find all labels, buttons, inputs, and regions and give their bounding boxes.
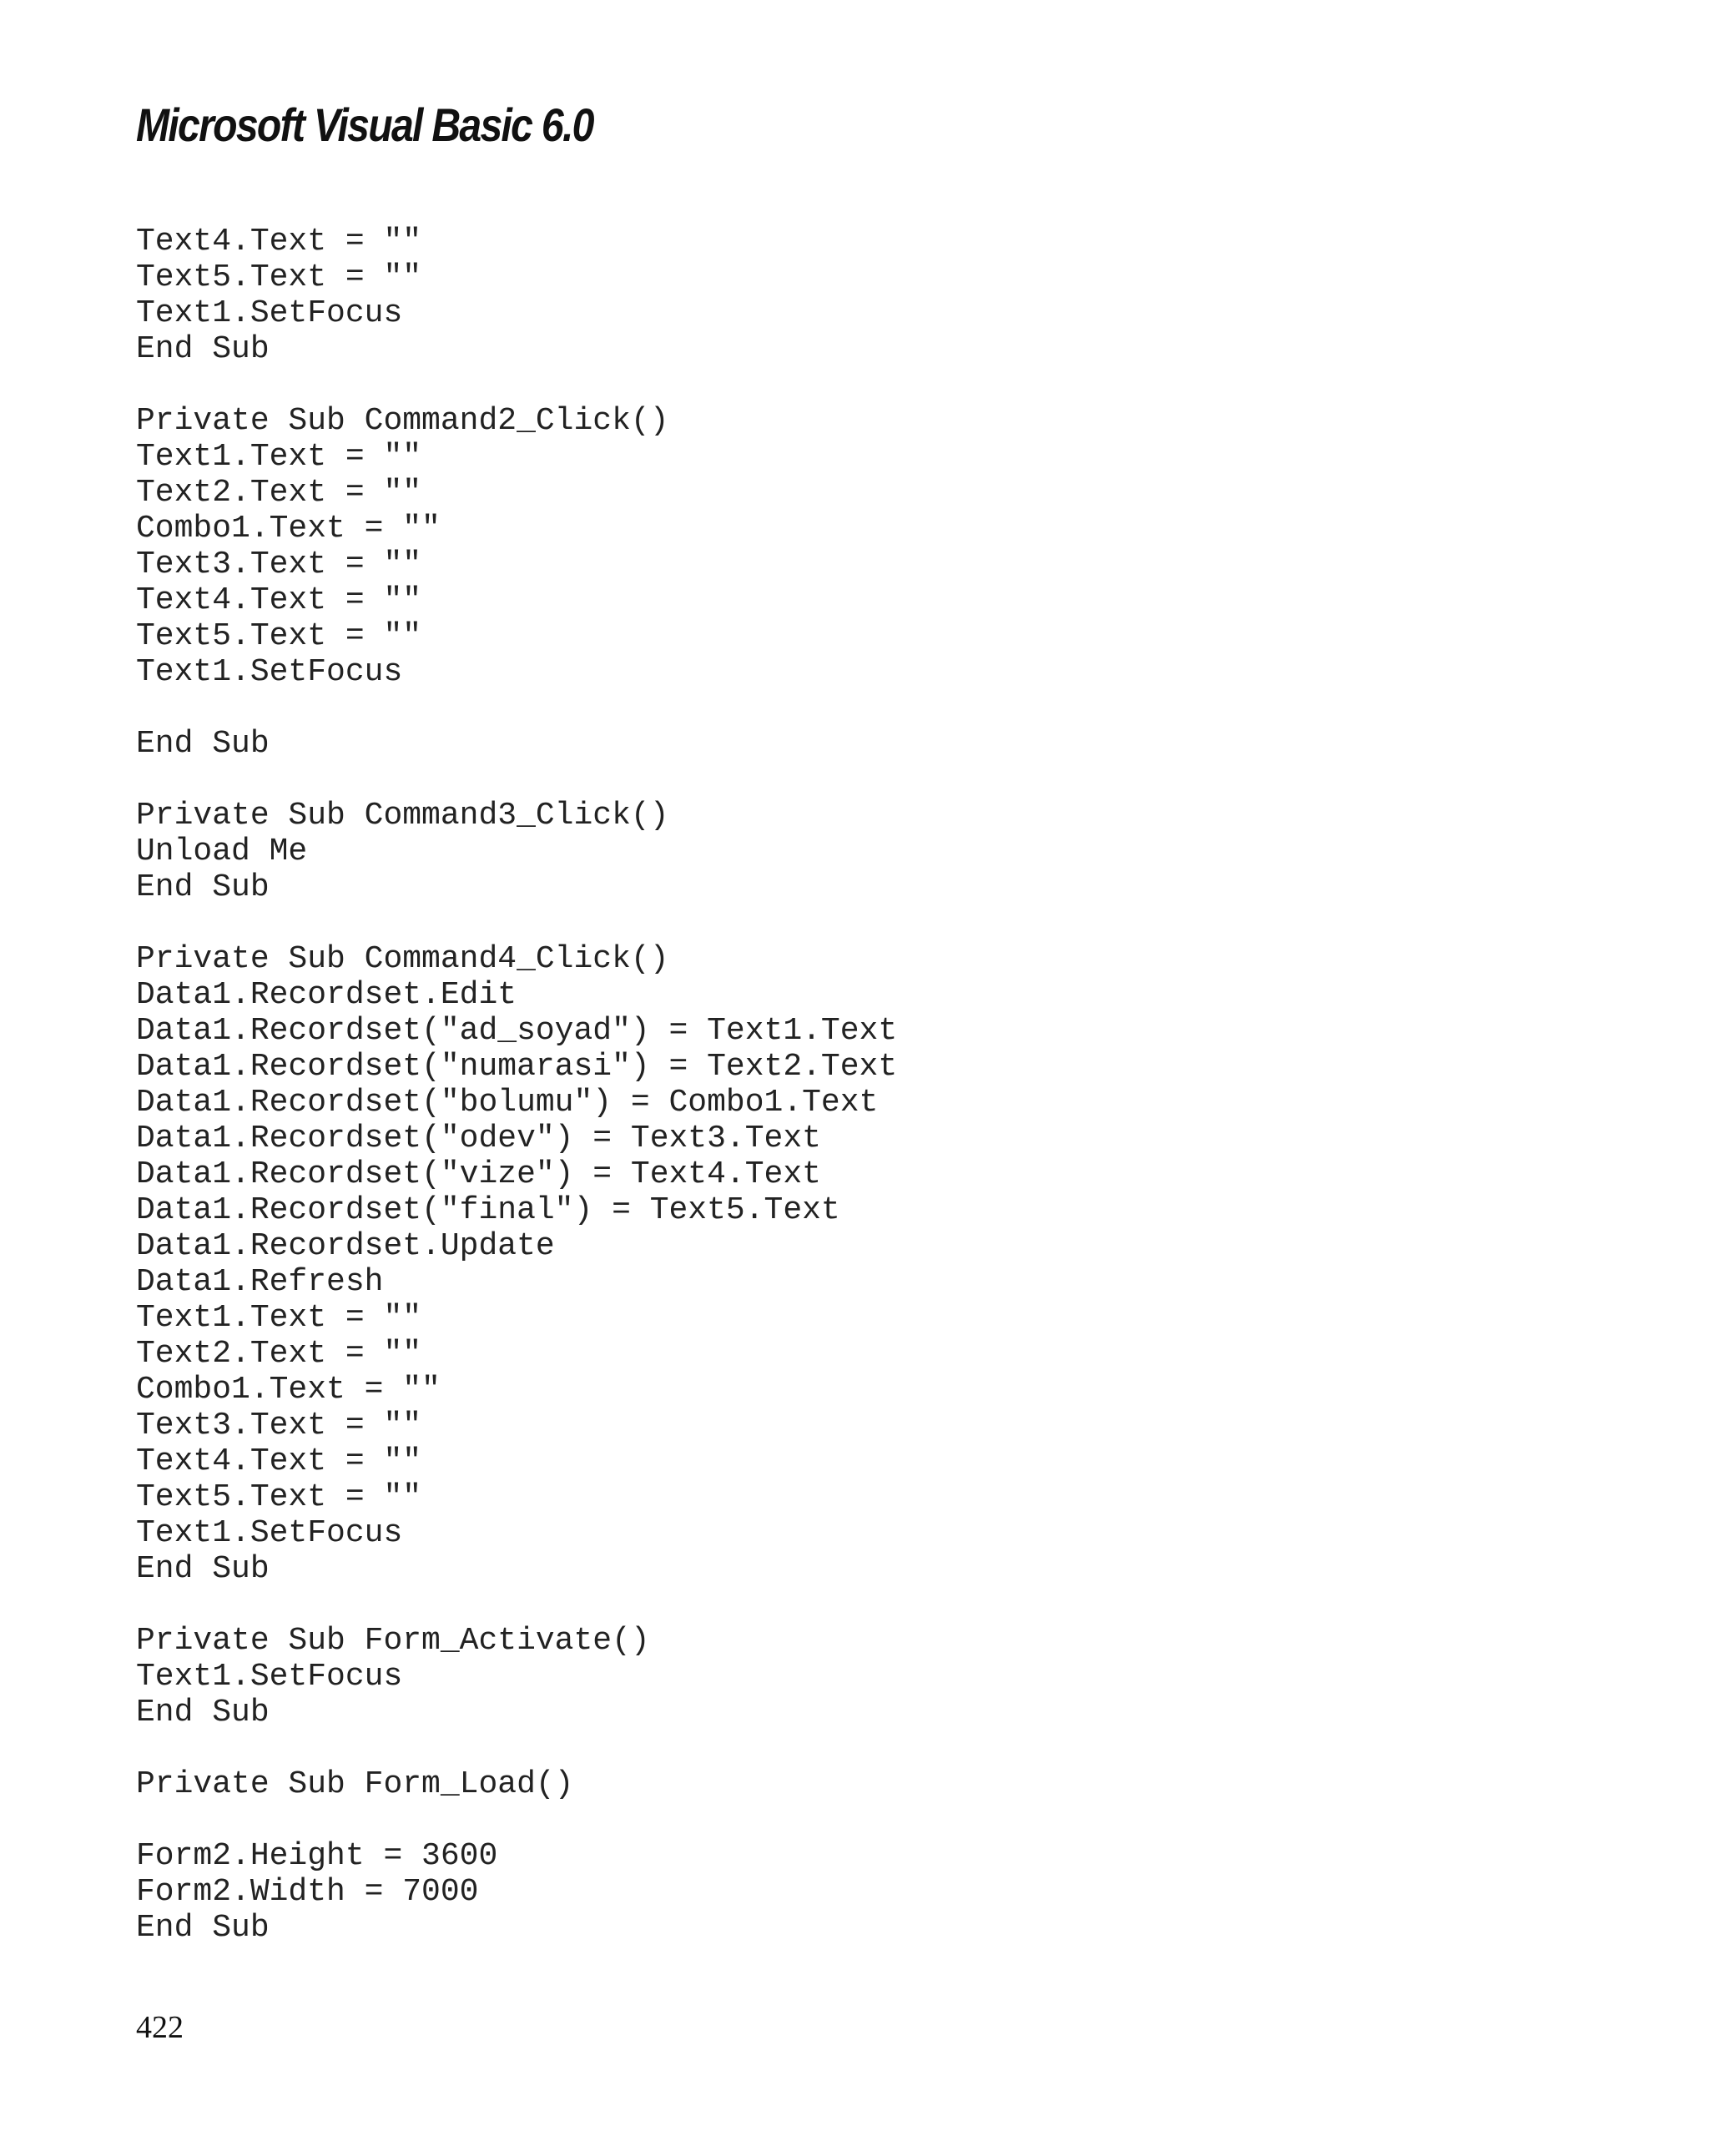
code-line: Data1.Recordset("vize") = Text4.Text: [136, 1156, 821, 1192]
code-line: Text1.Text = "": [136, 439, 422, 475]
code-line: Text5.Text = "": [136, 259, 422, 295]
code-line: End Sub: [136, 1551, 270, 1587]
code-line: Data1.Recordset("odev") = Text3.Text: [136, 1121, 821, 1156]
code-line: Text2.Text = "": [136, 1336, 422, 1372]
code-line: Data1.Recordset("numarasi") = Text2.Text: [136, 1049, 898, 1085]
code-line: [136, 1802, 897, 1838]
code-line: End Sub: [136, 331, 270, 367]
code-line: Private Sub Form_Load(): [136, 1766, 574, 1802]
code-line: Private Sub Command3_Click(): [136, 798, 669, 834]
code-line: Private Sub Command2_Click(): [136, 403, 669, 439]
code-line: Text1.SetFocus: [136, 654, 403, 690]
code-line: [136, 905, 897, 941]
code-line: Data1.Recordset.Update: [136, 1228, 555, 1264]
code-line: Text5.Text = "": [136, 1479, 422, 1515]
code-line: Text1.SetFocus: [136, 1515, 403, 1551]
code-line: Text2.Text = "": [136, 475, 422, 511]
code-line: Data1.Refresh: [136, 1264, 384, 1300]
code-line: Form2.Height = 3600: [136, 1838, 498, 1874]
code-line: Text5.Text = "": [136, 618, 422, 654]
code-line: [136, 690, 897, 726]
code-line: Unload Me: [136, 834, 308, 869]
code-line: Data1.Recordset("final") = Text5.Text: [136, 1192, 840, 1228]
code-line: Text3.Text = "": [136, 1408, 422, 1443]
code-line: Text1.SetFocus: [136, 295, 403, 331]
code-line: Private Sub Form_Activate(): [136, 1623, 650, 1659]
code-line: End Sub: [136, 869, 270, 905]
code-line: Data1.Recordset("bolumu") = Combo1.Text: [136, 1085, 879, 1121]
code-line: End Sub: [136, 1695, 270, 1730]
code-line: End Sub: [136, 1910, 270, 1946]
code-line: Form2.Width = 7000: [136, 1874, 479, 1910]
page-header-title: Microsoft Visual Basic 6.0: [136, 98, 593, 151]
code-line: Combo1.Text = "": [136, 1372, 441, 1408]
code-line: [136, 1730, 897, 1766]
page-number: 422: [136, 2010, 184, 2045]
code-line: End Sub: [136, 726, 270, 762]
code-line: Private Sub Command4_Click(): [136, 941, 669, 977]
code-line: Text4.Text = "": [136, 224, 422, 259]
code-line: Text4.Text = "": [136, 582, 422, 618]
code-line: Combo1.Text = "": [136, 511, 441, 547]
code-line: Text4.Text = "": [136, 1443, 422, 1479]
code-listing: [136, 224, 897, 1946]
code-line: Data1.Recordset.Edit: [136, 977, 517, 1013]
code-line: Text1.SetFocus: [136, 1659, 403, 1695]
code-line: Text3.Text = "": [136, 547, 422, 582]
code-line: [136, 1587, 897, 1623]
code-line: [136, 367, 897, 403]
code-line: [136, 762, 897, 798]
code-line: Text1.Text = "": [136, 1300, 422, 1336]
code-line: Data1.Recordset("ad_soyad") = Text1.Text: [136, 1013, 898, 1049]
